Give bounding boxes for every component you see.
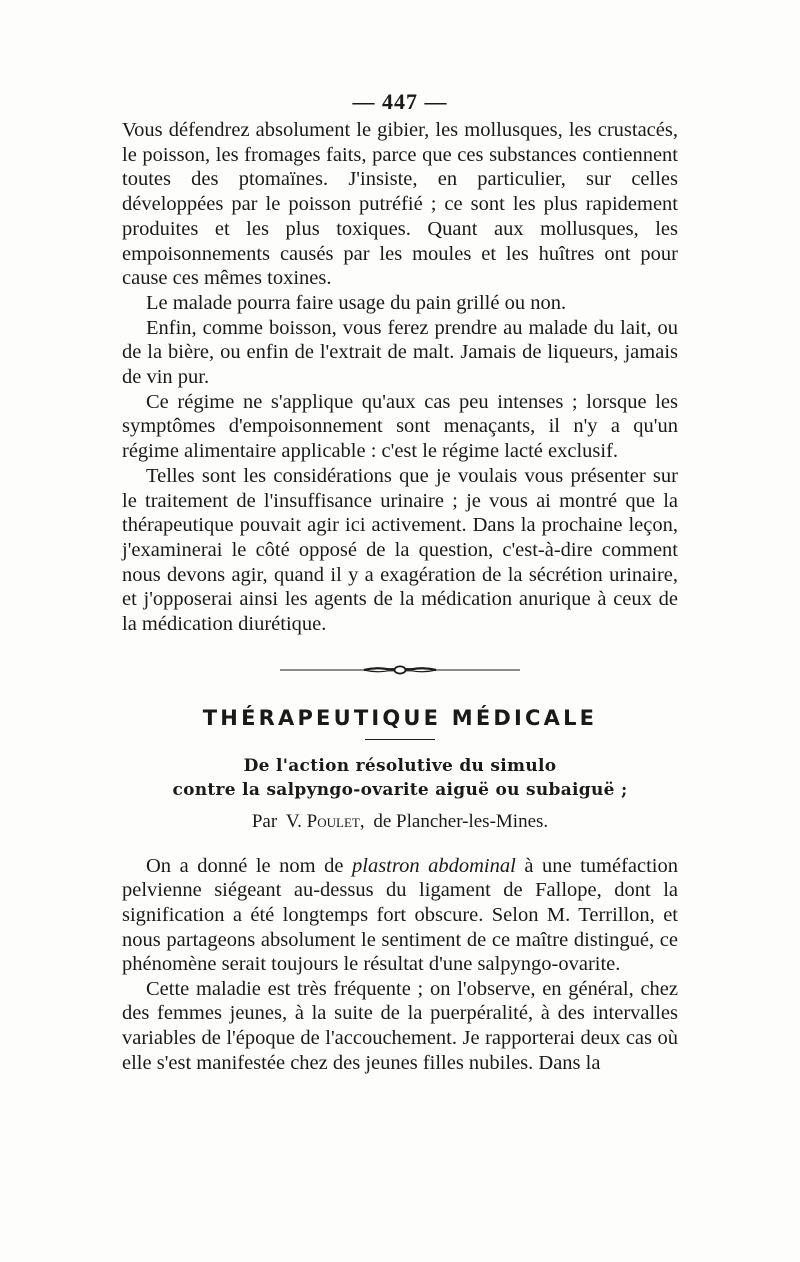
article-body — [122, 854, 678, 1075]
article-title-line-2: contre la salpyngo-ovarite aiguë ou subaiguë ; — [172, 779, 628, 800]
paragraph-diet-restrictions: Vous défendrez absolument le gibier, les mollusques, les crustacés, le poisson, les fromages faits, parce que ces substances contiennent toutes des ptomaïnes. J'insiste, en particulier, sur celles développées par le poisson putréfié ; ce sont les plus rapidement produites et les plus toxiques. Quant aux mollusques, les empoisonnements causés par les moules et les huîtres ont pour cause ces mêmes toxines. — [122, 119, 678, 290]
ornament-icon — [280, 657, 520, 683]
article-title-line-1: De l'action résolutive du simulo — [243, 755, 557, 776]
book-page — [122, 86, 678, 1075]
ornamental-divider — [280, 657, 520, 683]
page-number: — 447 — — [352, 89, 448, 114]
title-underline — [365, 739, 435, 740]
author-location: de Plancher-les-Mines. — [373, 810, 549, 832]
byline-prefix: Par — [251, 810, 278, 832]
paragraph-bread: Le malade pourra faire usage du pain grillé ou non. — [146, 291, 567, 314]
paragraph-drinks: Enfin, comme boisson, vous ferez prendre au malade du lait, ou de la bière, ou enfin de l'extrait de malt. Jamais de liqueurs, jamais de vin pur. — [122, 316, 678, 389]
author-name: V. Poulet, — [285, 810, 365, 832]
paragraph-milk-regime: Ce régime ne s'applique qu'aux cas peu intenses ; lorsque les symptômes d'empoisonnement sont menaçants, il n'y a qu'un régime alimentaire applicable : c'est le régime lacté exclusif. — [122, 390, 678, 463]
paragraph-plastron-term: plastron abdominal — [352, 854, 516, 877]
byline — [122, 810, 678, 834]
paragraph-conclusion: Telles sont les considérations que je voulais vous présenter sur le traitement de l'insuffisance urinaire ; je vous ai montré que la thérapeutique pouvait agir ici activement. Dans la prochaine leçon, j'examinerai le côté opposé de la question, c'est-à-dire comment nous devons agir, quand il y a exagération de la sécrétion urinaire, et j'opposerai ainsi les agents de la médication anurique à ceux de la médication diurétique. — [122, 464, 678, 636]
paragraph-plastron-rest: à une tuméfaction pelvienne siégeant au-dessus du ligament de Fallope, dont la signification a été longtemps fort obscure. Selon M. Terrillon, et nous partageons absolument le sentiment de ce maître distingué, ce phénomène serait toujours le résultat d'une salpyngo-ovarite. — [122, 854, 678, 976]
paragraph-plastron-start: On a donné le nom de — [146, 854, 344, 877]
section-title: THÉRAPEUTIQUE MÉDICALE — [202, 705, 598, 730]
paragraph-plastron — [122, 854, 678, 977]
paragraph-frequency: Cette maladie est très fréquente ; on l'observe, en général, chez des femmes jeunes, à la suite de la puerpéralité, à des intervalles variables de l'époque de l'accouchement. Je rapporterai deux cas où elle s'est manifestée chez des jeunes filles nubiles. Dans la — [122, 977, 678, 1074]
